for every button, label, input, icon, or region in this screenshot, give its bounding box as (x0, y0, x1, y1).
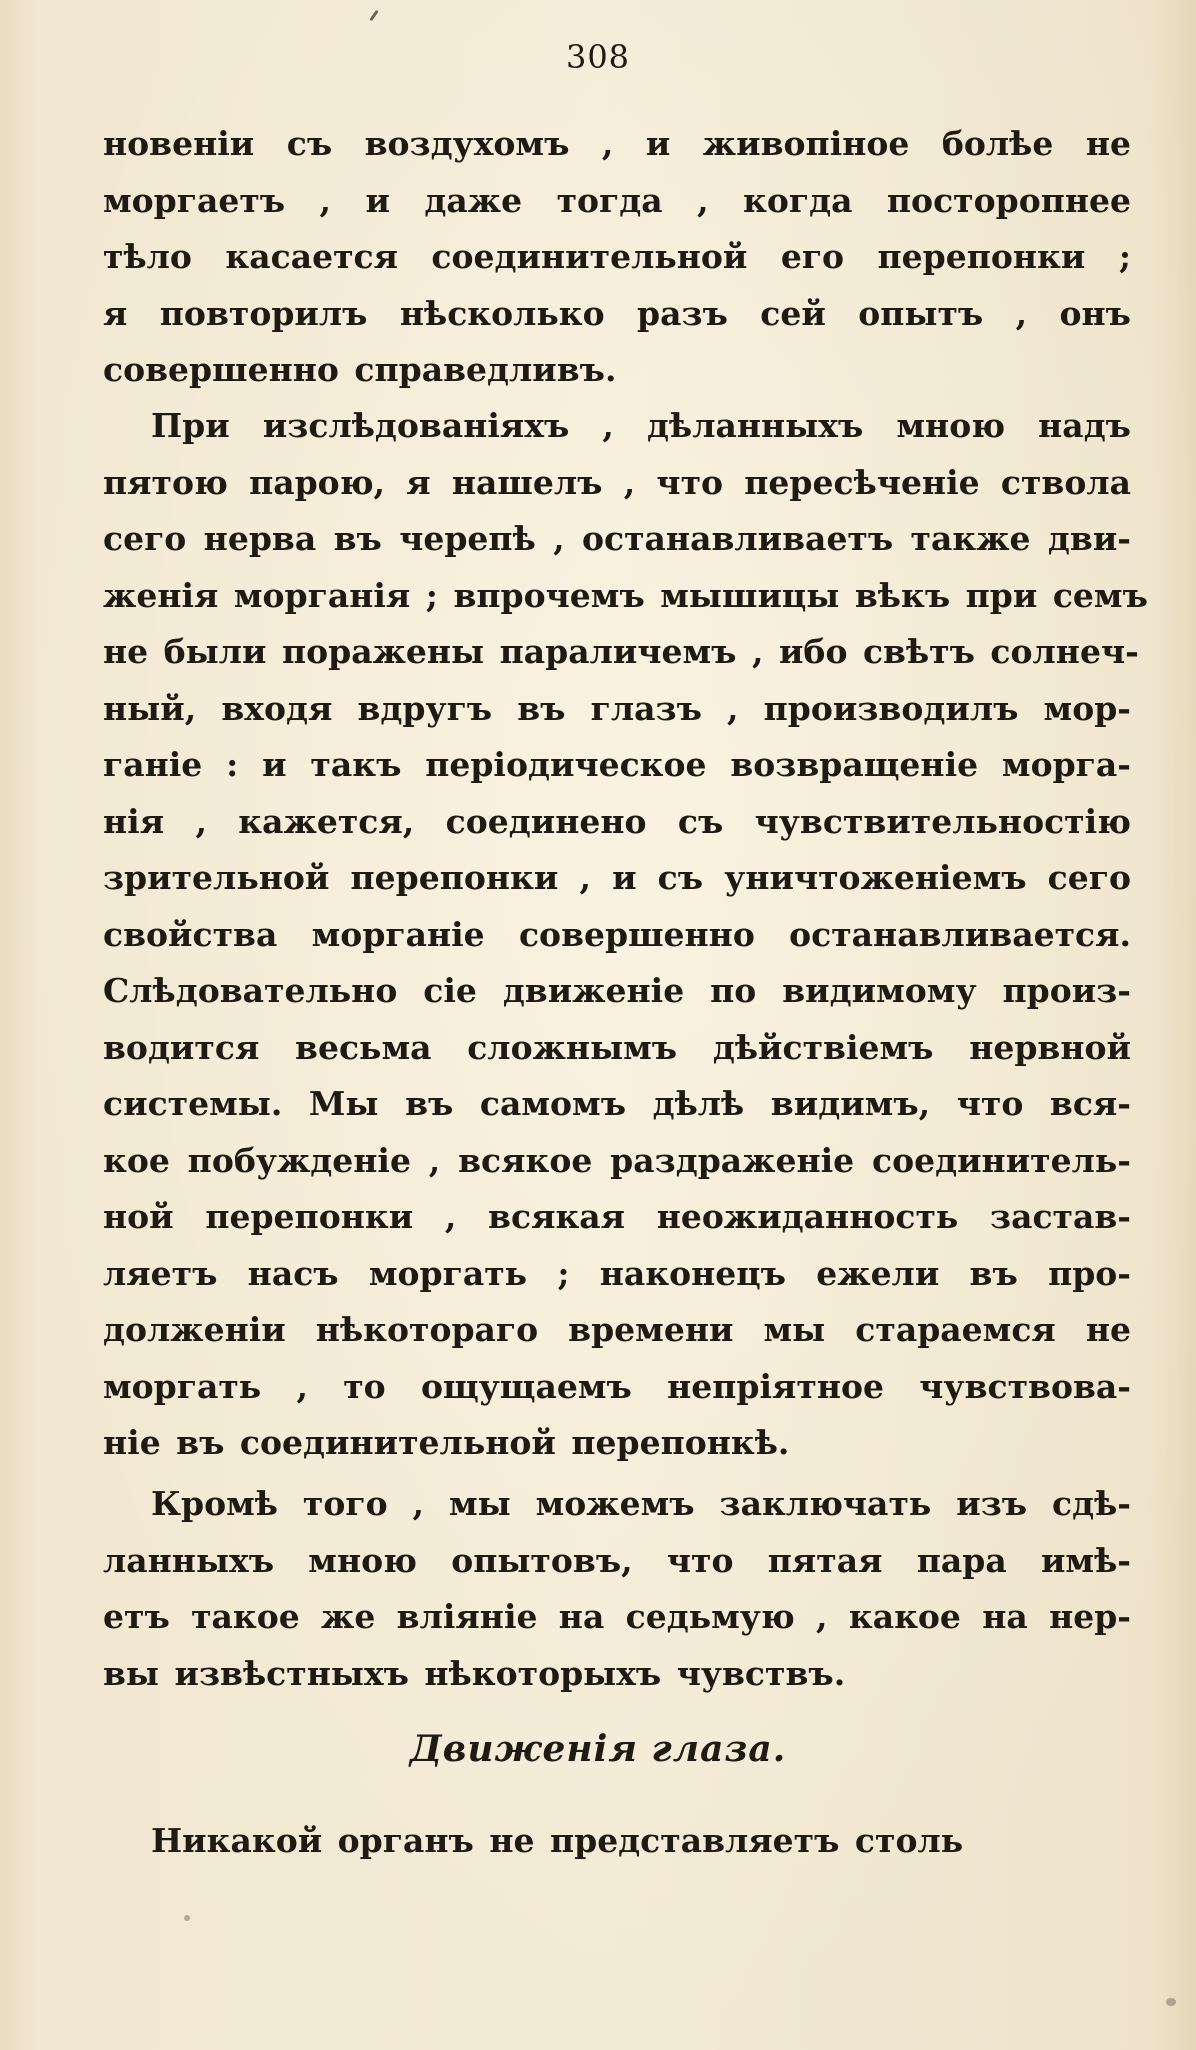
text-line: долженіи нѣкотораго времени мы стараемся не (103, 1310, 1131, 1349)
paragraph-2 (103, 398, 1148, 1472)
text-line: водится весьма сложнымъ дѣйствіемъ нервной (103, 1027, 1131, 1067)
text-line: ланныхъ мною опытовъ, что пятая пара имѣ- (103, 1540, 1131, 1580)
text-line: ляетъ насъ моргать ; наконецъ ежели въ про- (103, 1253, 1131, 1293)
text-line: етъ такое же вліяніе на седьмую , какое на нер- (103, 1597, 1131, 1636)
text-line: вы извѣстныхъ нѣкоторыхъ чувствъ. (103, 1653, 846, 1693)
text-line: сего нерва въ черепѣ , останавливаетъ также дви- (103, 519, 1131, 558)
text-line: Никакой органъ не представляетъ столь (151, 1821, 964, 1860)
text-line: не были поражены параличемъ , ибо свѣтъ солнеч- (103, 632, 1139, 671)
text-line: При изслѣдованіяхъ , дѣланныхъ мною надъ (151, 406, 1131, 445)
text-line: тѣло касается соединительной его перепонки ; (103, 237, 1131, 276)
text-line: кое побужденіе , всякое раздраженіе соединитель- (103, 1140, 1131, 1180)
text-line: зрительной перепонки , и съ уничтоженіемъ сего (103, 858, 1131, 897)
text-line: ганіе : и такъ періодическое возвращеніе морга- (103, 745, 1131, 784)
text-line: моргаетъ , и даже тогда , когда посторопнее (103, 180, 1131, 220)
section-heading: Движенія глаза. (409, 1728, 787, 1770)
text-line: женія морганія ; впрочемъ мышицы вѣкъ при семъ (103, 575, 1148, 615)
text-line: Кромѣ того , мы можемъ заключать изъ сдѣ- (151, 1484, 1131, 1523)
text-line: ной перепонки , всякая неожиданность застав- (103, 1197, 1131, 1236)
text-line: новеніи съ воздухомъ , и живопіное болѣе не (103, 124, 1131, 163)
text-line: Слѣдовательно сіе движеніе по видимому произ- (103, 971, 1131, 1010)
page-number: 308 (565, 38, 631, 76)
paper-speck (1166, 1998, 1176, 2006)
text-line: я повторилъ нѣсколько разъ сей опытъ , онъ (103, 293, 1131, 333)
text-line: пятою парою, я нашелъ , что пересѣченіе ствола (103, 462, 1131, 502)
text-line: ный, входя вдругъ въ глазъ , производилъ мор- (103, 688, 1131, 728)
pen-mark (369, 10, 378, 22)
text-line: нія , кажется, соединено съ чувствительностію (103, 801, 1131, 841)
paragraph-4 (103, 1813, 1131, 1870)
text-line: системы. Мы въ самомъ дѣлѣ видимъ, что вся- (103, 1084, 1131, 1123)
paragraph-3 (103, 1476, 1131, 1702)
text-line: свойства морганіе совершенно останавливается. (103, 914, 1131, 954)
text-line: ніе въ соединительной перепонкѣ. (103, 1423, 790, 1462)
text-line: моргать , то ощущаемъ непріятное чувствова- (103, 1366, 1131, 1406)
paper-speck (184, 1915, 190, 1921)
text-line: совершенно справедливъ. (103, 350, 617, 389)
paragraph-1 (103, 116, 1131, 399)
